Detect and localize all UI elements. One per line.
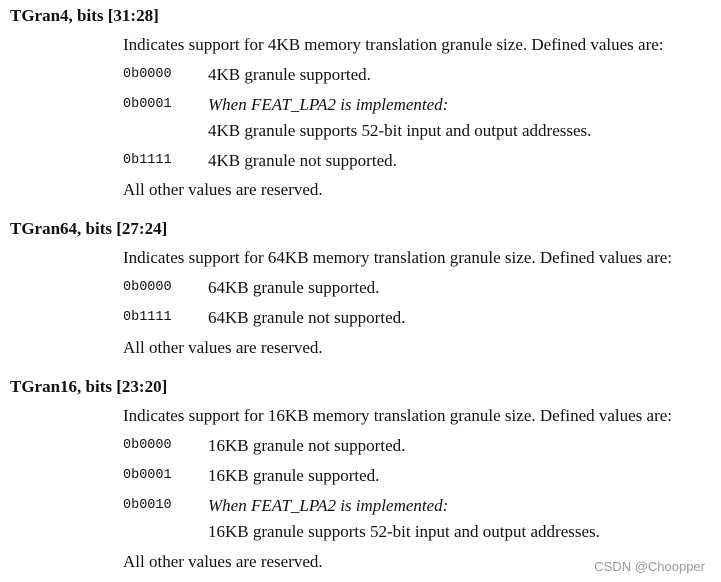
field-title: TGran64, bits [27:24] — [10, 219, 168, 238]
watermark: CSDN @Choopper — [594, 559, 705, 574]
value-description: 4KB granule not supported. — [208, 151, 397, 170]
value-code: 0b0000 — [123, 438, 172, 453]
reserved-note: All other values are reserved. — [123, 338, 323, 357]
value-description: 64KB granule supported. — [208, 278, 380, 297]
value-code: 0b0001 — [123, 97, 172, 112]
value-description: 4KB granule supported. — [208, 65, 371, 84]
value-description: 64KB granule not supported. — [208, 308, 406, 327]
value-note: 16KB granule supports 52-bit input and output addresses. — [208, 522, 600, 541]
value-code: 0b1111 — [123, 153, 172, 168]
value-code: 0b0000 — [123, 67, 172, 82]
value-code: 0b0001 — [123, 468, 172, 483]
value-description: 16KB granule supported. — [208, 466, 380, 485]
field-title: TGran16, bits [23:20] — [10, 377, 168, 396]
value-condition: When FEAT_LPA2 is implemented: — [208, 95, 449, 114]
field-description: Indicates support for 4KB memory translation granule size. Defined values are: — [123, 35, 664, 54]
value-condition: When FEAT_LPA2 is implemented: — [208, 496, 449, 515]
value-code: 0b0000 — [123, 280, 172, 295]
value-note: 4KB granule supports 52-bit input and output addresses. — [208, 121, 592, 140]
field-description: Indicates support for 64KB memory translation granule size. Defined values are: — [123, 248, 673, 267]
value-code: 0b1111 — [123, 310, 172, 325]
reserved-note: All other values are reserved. — [123, 552, 323, 571]
field-title: TGran4, bits [31:28] — [10, 6, 159, 25]
value-description: 16KB granule not supported. — [208, 436, 406, 455]
value-code: 0b0010 — [123, 498, 172, 513]
field-description: Indicates support for 16KB memory translation granule size. Defined values are: — [123, 406, 673, 425]
reserved-note: All other values are reserved. — [123, 180, 323, 199]
